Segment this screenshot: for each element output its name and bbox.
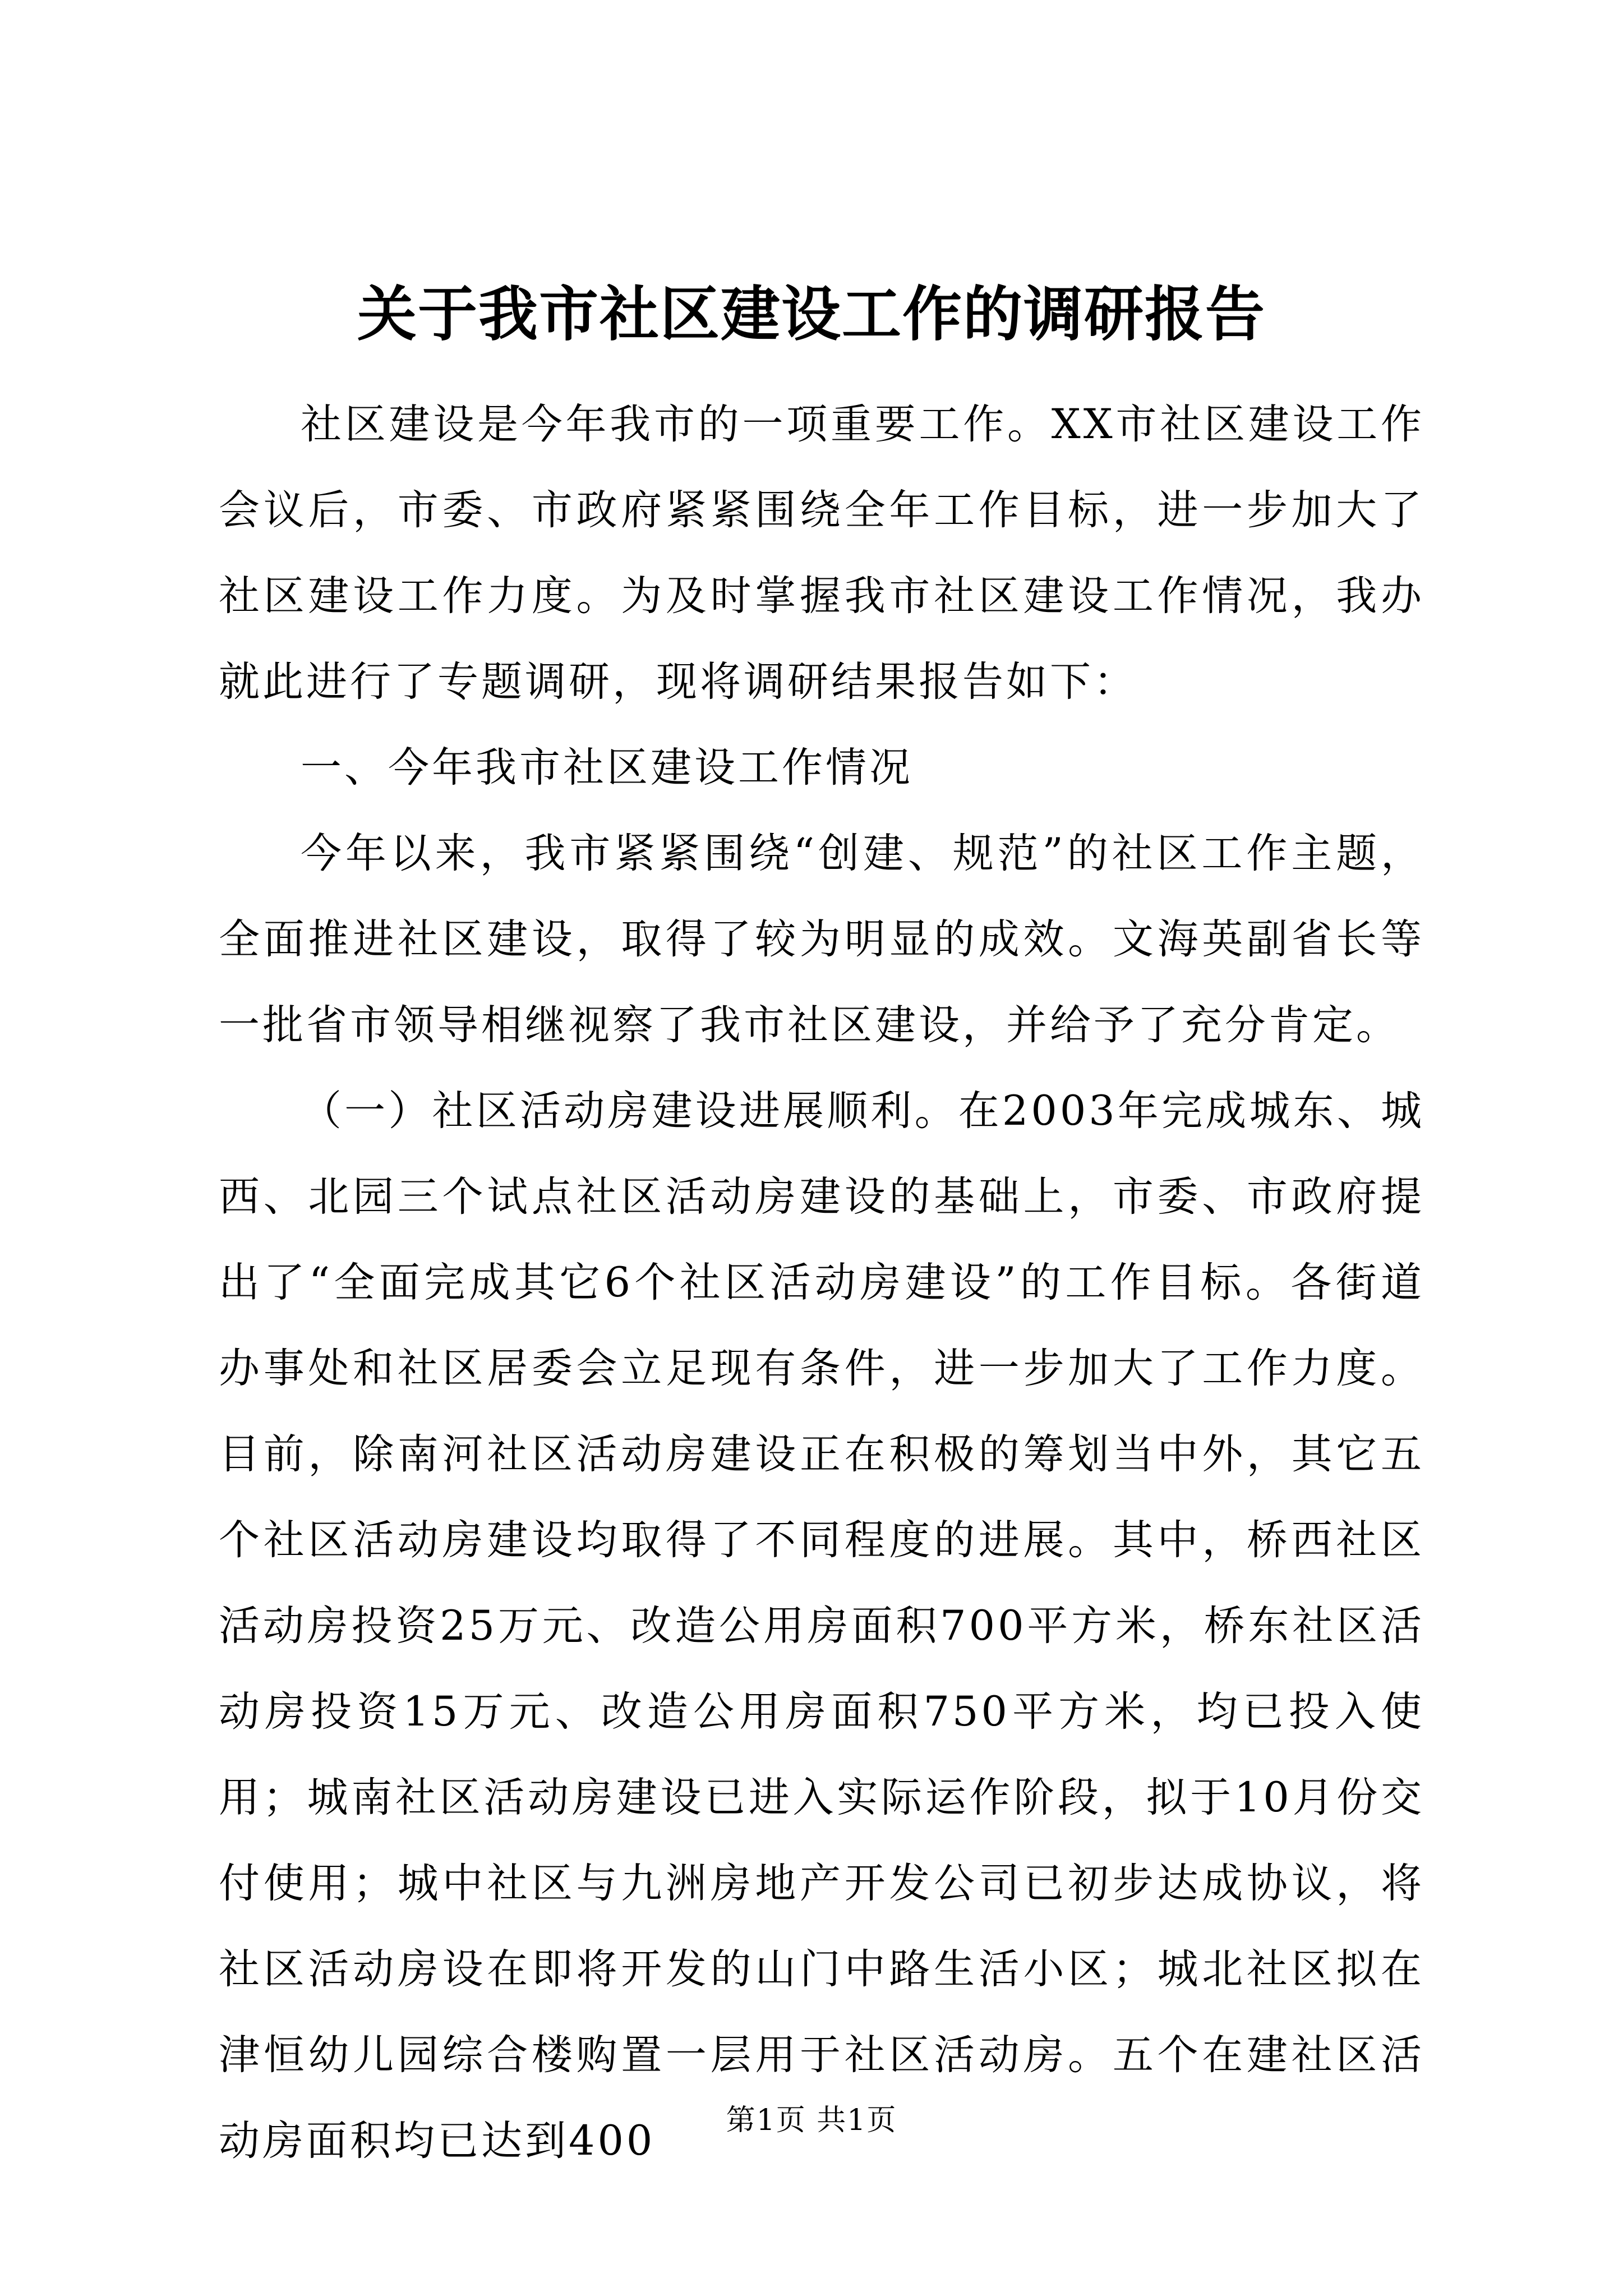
- section-heading: 一、今年我市社区建设工作情况: [301, 744, 913, 792]
- intro-paragraph: 社区建设是今年我市的一项重要工作。XX市社区建设工作会议后，市委、市政府紧紧围绕全年工作目标，进一步加大了社区建设工作力度。为及时掌握我市社区建设工作情况，我办就此进行了专题调研，现将调研结果报告如下：: [219, 401, 1424, 706]
- subsection-paragraph: （一）社区活动房建设进展顺利。在2003年完成城东、城西、北园三个试点社区活动房建设的基础上，市委、市政府提出了“全面完成其它6个社区活动房建设”的工作目标。各街道办事处和社区居委会立足现有条件，进一步加大了工作力度。目前，除南河社区活动房建设正在积极的筹划当中外，其它五个社区活动房建设均取得了不同程度的进展。其中，桥西社区活动房投资25万元、改造公用房面积700平方米，桥东社区活动房投资15万元、改造公用房面积750平方米，均已投入使用；城南社区活动房建设已进入实际运作阶段，拟于10月份交付使用；城中社区与九洲房地产开发公司已初步达成协议，将社区活动房设在即将开发的山门中路生活小区；城北社区拟在津恒幼儿园综合楼购置一层用于社区活动房。五个在建社区活动房面积均已达到400: [219, 1087, 1424, 2165]
- page-footer: 第1页 共1页: [726, 2104, 897, 2137]
- document-body: [219, 381, 1424, 2184]
- document-title: 关于我市社区建设工作的调研报告: [357, 279, 1266, 349]
- section-paragraph: 今年以来，我市紧紧围绕“创建、规范”的社区工作主题，全面推进社区建设，取得了较为明显的成效。文海英副省长等一批省市领导相继视察了我市社区建设，并给予了充分肯定。: [219, 830, 1424, 1049]
